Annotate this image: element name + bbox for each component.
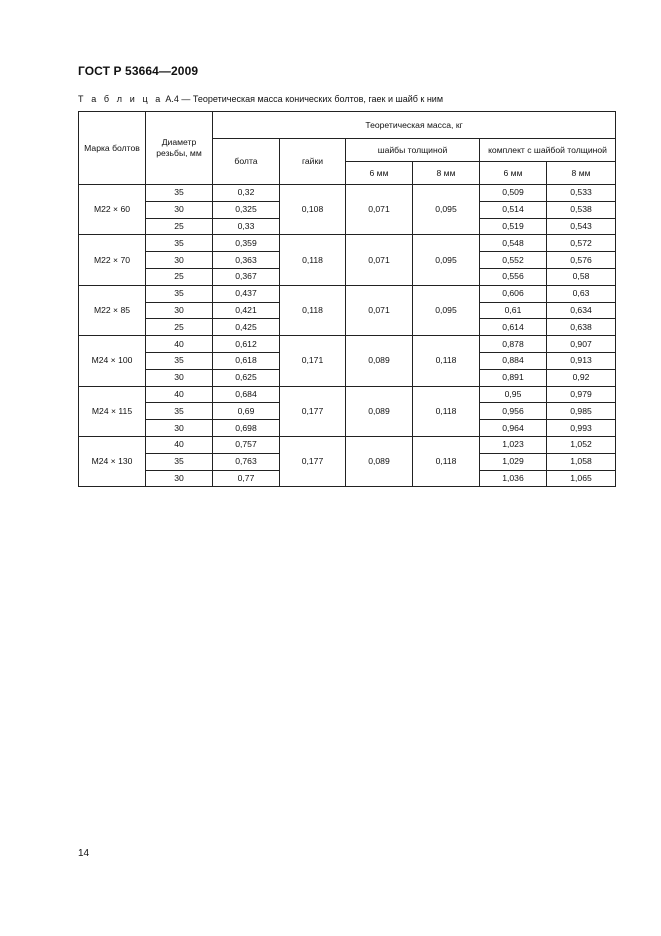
cell-washer-6mm-mass: 0,071: [346, 285, 413, 335]
cell-kit-6mm-mass: 0,614: [480, 319, 547, 336]
cell-nut-mass: 0,171: [280, 336, 346, 386]
cell-bolt-mass: 0,359: [213, 235, 280, 252]
cell-bolt-mass: 0,763: [213, 453, 280, 470]
cell-thread-diameter: 30: [146, 420, 213, 437]
cell-kit-8mm-mass: 0,638: [547, 319, 616, 336]
cell-bolt-grade: M24 × 130: [79, 436, 146, 486]
cell-kit-6mm-mass: 1,023: [480, 436, 547, 453]
cell-bolt-grade: M24 × 100: [79, 336, 146, 386]
cell-thread-diameter: 25: [146, 268, 213, 285]
cell-thread-diameter: 35: [146, 185, 213, 202]
cell-kit-8mm-mass: 0,538: [547, 201, 616, 218]
header-washer-8mm: 8 мм: [413, 162, 480, 185]
cell-washer-6mm-mass: 0,089: [346, 386, 413, 436]
cell-thread-diameter: 40: [146, 436, 213, 453]
cell-bolt-mass: 0,757: [213, 436, 280, 453]
cell-washer-8mm-mass: 0,118: [413, 436, 480, 486]
table-row: [79, 285, 616, 302]
cell-kit-6mm-mass: 0,891: [480, 369, 547, 386]
cell-thread-diameter: 35: [146, 285, 213, 302]
cell-kit-8mm-mass: 0,92: [547, 369, 616, 386]
header-washers-thickness: шайбы толщиной: [346, 139, 480, 162]
cell-bolt-mass: 0,684: [213, 386, 280, 403]
header-bolt-grade: Марка болтов: [79, 112, 146, 185]
cell-kit-8mm-mass: 0,576: [547, 252, 616, 269]
cell-kit-6mm-mass: 0,519: [480, 218, 547, 235]
table-row: [79, 386, 616, 403]
cell-thread-diameter: 40: [146, 386, 213, 403]
cell-bolt-mass: 0,625: [213, 369, 280, 386]
cell-kit-8mm-mass: 0,907: [547, 336, 616, 353]
cell-kit-6mm-mass: 0,878: [480, 336, 547, 353]
cell-kit-6mm-mass: 0,552: [480, 252, 547, 269]
cell-bolt-mass: 0,618: [213, 352, 280, 369]
table-row: [79, 185, 616, 202]
cell-kit-6mm-mass: 0,606: [480, 285, 547, 302]
cell-kit-8mm-mass: 0,58: [547, 268, 616, 285]
cell-kit-6mm-mass: 0,884: [480, 352, 547, 369]
header-bolt: болта: [213, 139, 280, 185]
cell-bolt-mass: 0,425: [213, 319, 280, 336]
cell-kit-8mm-mass: 0,979: [547, 386, 616, 403]
header-washer-6mm: 6 мм: [346, 162, 413, 185]
cell-kit-6mm-mass: 1,029: [480, 453, 547, 470]
mass-table: [78, 111, 616, 487]
table-caption-text: А.4 — Теоретическая масса конических болтов, гаек и шайб к ним: [162, 94, 444, 104]
cell-thread-diameter: 30: [146, 302, 213, 319]
header-theoretical-mass: Теоретическая масса, кг: [213, 112, 616, 139]
cell-kit-8mm-mass: 0,533: [547, 185, 616, 202]
cell-kit-8mm-mass: 0,543: [547, 218, 616, 235]
table-body: [79, 185, 616, 487]
cell-bolt-mass: 0,367: [213, 268, 280, 285]
cell-thread-diameter: 40: [146, 336, 213, 353]
cell-thread-diameter: 30: [146, 369, 213, 386]
cell-kit-6mm-mass: 1,036: [480, 470, 547, 487]
cell-washer-6mm-mass: 0,071: [346, 235, 413, 285]
cell-bolt-mass: 0,32: [213, 185, 280, 202]
header-kit-8mm: 8 мм: [547, 162, 616, 185]
cell-nut-mass: 0,108: [280, 185, 346, 235]
cell-kit-8mm-mass: 0,913: [547, 352, 616, 369]
table-row: [79, 436, 616, 453]
cell-bolt-mass: 0,325: [213, 201, 280, 218]
cell-bolt-grade: M22 × 60: [79, 185, 146, 235]
cell-washer-8mm-mass: 0,118: [413, 386, 480, 436]
cell-kit-8mm-mass: 1,065: [547, 470, 616, 487]
cell-thread-diameter: 35: [146, 453, 213, 470]
cell-washer-8mm-mass: 0,095: [413, 235, 480, 285]
cell-washer-8mm-mass: 0,095: [413, 185, 480, 235]
table-row: [79, 336, 616, 353]
cell-bolt-mass: 0,77: [213, 470, 280, 487]
cell-kit-8mm-mass: 0,985: [547, 403, 616, 420]
cell-bolt-mass: 0,33: [213, 218, 280, 235]
header-nut: гайки: [280, 139, 346, 185]
cell-thread-diameter: 35: [146, 403, 213, 420]
cell-thread-diameter: 30: [146, 201, 213, 218]
cell-washer-8mm-mass: 0,118: [413, 336, 480, 386]
cell-kit-6mm-mass: 0,61: [480, 302, 547, 319]
cell-thread-diameter: 30: [146, 470, 213, 487]
cell-thread-diameter: 35: [146, 235, 213, 252]
cell-bolt-mass: 0,437: [213, 285, 280, 302]
header-kit-with-washer: комплект с шайбой толщиной: [480, 139, 616, 162]
cell-washer-6mm-mass: 0,071: [346, 185, 413, 235]
cell-thread-diameter: 35: [146, 352, 213, 369]
cell-washer-6mm-mass: 0,089: [346, 436, 413, 486]
cell-bolt-mass: 0,69: [213, 403, 280, 420]
cell-washer-6mm-mass: 0,089: [346, 336, 413, 386]
cell-kit-6mm-mass: 0,556: [480, 268, 547, 285]
header-thread-diameter: Диаметр резьбы, мм: [146, 112, 213, 185]
cell-bolt-grade: M22 × 70: [79, 235, 146, 285]
cell-bolt-grade: M24 × 115: [79, 386, 146, 436]
cell-kit-8mm-mass: 1,052: [547, 436, 616, 453]
table-header: [79, 112, 616, 185]
cell-kit-8mm-mass: 0,993: [547, 420, 616, 437]
cell-thread-diameter: 30: [146, 252, 213, 269]
cell-bolt-mass: 0,612: [213, 336, 280, 353]
cell-bolt-grade: M22 × 85: [79, 285, 146, 335]
cell-bolt-mass: 0,363: [213, 252, 280, 269]
cell-kit-6mm-mass: 0,514: [480, 201, 547, 218]
cell-bolt-mass: 0,698: [213, 420, 280, 437]
cell-nut-mass: 0,118: [280, 235, 346, 285]
cell-kit-6mm-mass: 0,956: [480, 403, 547, 420]
cell-thread-diameter: 25: [146, 218, 213, 235]
page-number: 14: [78, 848, 90, 859]
cell-nut-mass: 0,177: [280, 386, 346, 436]
cell-nut-mass: 0,118: [280, 285, 346, 335]
document-standard-header: ГОСТ Р 53664—2009: [78, 64, 199, 78]
cell-kit-8mm-mass: 0,634: [547, 302, 616, 319]
header-kit-6mm: 6 мм: [480, 162, 547, 185]
cell-kit-8mm-mass: 0,63: [547, 285, 616, 302]
cell-kit-6mm-mass: 0,95: [480, 386, 547, 403]
cell-thread-diameter: 25: [146, 319, 213, 336]
cell-kit-6mm-mass: 0,548: [480, 235, 547, 252]
cell-kit-8mm-mass: 1,058: [547, 453, 616, 470]
cell-kit-6mm-mass: 0,509: [480, 185, 547, 202]
table-caption: [78, 94, 443, 104]
cell-kit-8mm-mass: 0,572: [547, 235, 616, 252]
cell-bolt-mass: 0,421: [213, 302, 280, 319]
cell-kit-6mm-mass: 0,964: [480, 420, 547, 437]
table-caption-prefix: Т а б л и ц а: [78, 94, 163, 104]
cell-nut-mass: 0,177: [280, 436, 346, 486]
cell-washer-8mm-mass: 0,095: [413, 285, 480, 335]
table-row: [79, 235, 616, 252]
